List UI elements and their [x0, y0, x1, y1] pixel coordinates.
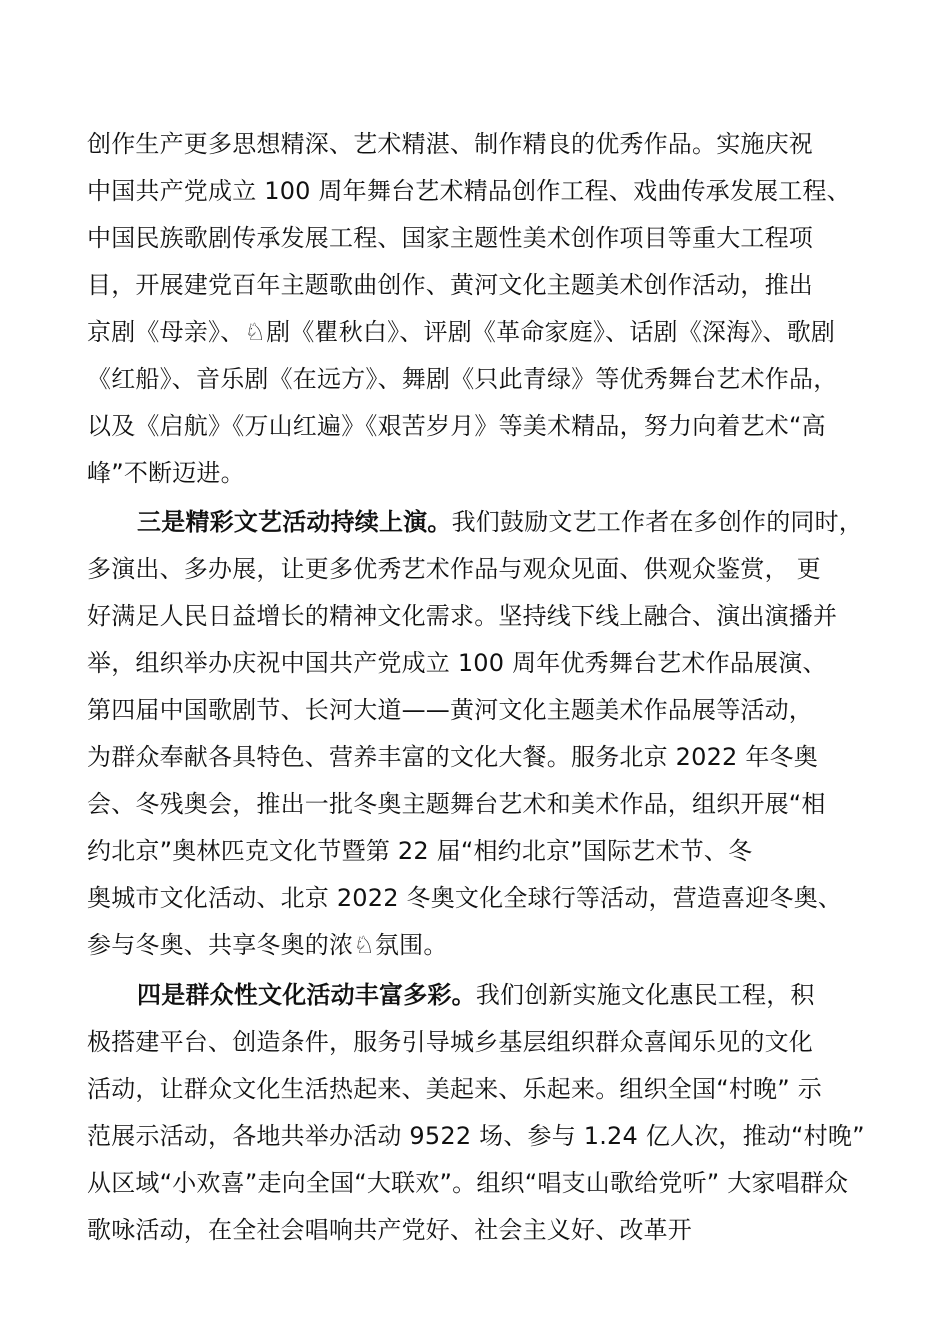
text-line: 参与冬奥、共享冬奥的浓♘氛围。 — [87, 931, 448, 959]
text-line: 《红船》、音乐剧《在远方》、舞剧《只此青绿》等优秀舞台艺术作品， — [87, 365, 838, 393]
text-line: 中国共产党成立 100 周年舞台艺术精品创作工程、戏曲传承发展工程、 — [87, 177, 851, 205]
text-line: 中国民族歌剧传承发展工程、国家主题性美术创作项目等重大工程项 — [87, 224, 813, 252]
text-line: 活动，让群众文化生活热起来、美起来、乐起来。组织全国“村晚” 示 — [87, 1075, 822, 1103]
text-line: 第四届中国歌剧节、长河大道——黄河文化主题美术作品展等活动， — [87, 696, 813, 724]
text-line: 以及《启航》《万山红遍》《艰苦岁月》等美术精品，努力向着艺术“高 — [87, 412, 826, 440]
text-line: 举，组织举办庆祝中国共产党成立 100 周年优秀舞台艺术作品展演、 — [87, 649, 827, 677]
paragraph-heading: 四是群众性文化活动丰富多彩。 — [137, 981, 476, 1009]
paragraph-heading: 三是精彩文艺活动持续上演。 — [137, 508, 452, 536]
text-line: 为群众奉献各具特色、营养丰富的文化大餐。服务北京 2022 年冬奥 — [87, 743, 818, 771]
text-line: 目，开展建党百年主题歌曲创作、黄河文化主题美术创作活动，推出 — [87, 271, 813, 299]
text-line — [137, 505, 863, 539]
text-span: 我们鼓励文艺工作者在多创作的同时， — [451, 508, 864, 536]
text-line: 从区域“小欢喜”走向全国“大联欢”。组织“唱支山歌给党听” 大家唱群众 — [87, 1169, 849, 1197]
text-line: 多演出、多办展，让更多优秀艺术作品与观众见面、供观众鉴赏， 更 — [87, 555, 821, 583]
text-line: 约北京”奥林匹克文化节暨第 22 届“相约北京”国际艺术节、冬 — [87, 837, 753, 865]
text-span: 我们创新实施文化惠民工程，积 — [475, 981, 815, 1009]
text-line: 好满足人民日益增长的精神文化需求。坚持线下线上融合、演出演播并 — [87, 602, 838, 630]
text-line: 奥城市文化活动、北京 2022 冬奥文化全球行等活动，营造喜迎冬奥、 — [87, 884, 843, 912]
text-line: 会、冬残奥会，推出一批冬奥主题舞台艺术和美术作品，组织开展“相 — [87, 790, 826, 818]
text-line — [137, 978, 815, 1012]
text-line: 歌咏活动，在全社会唱响共产党好、社会主义好、改革开 — [87, 1216, 692, 1244]
text-line: 创作生产更多思想精深、艺术精湛、制作精良的优秀作品。实施庆祝 — [87, 130, 813, 158]
text-line: 峰”不断迈进。 — [87, 459, 245, 487]
text-line: 范展示活动，各地共举办活动 9522 场、参与 1.24 亿人次，推动“村晚” — [87, 1122, 865, 1150]
text-line: 京剧《母亲》、♘剧《瞿秋白》、评剧《革命家庭》、话剧《深海》、歌剧 — [87, 318, 836, 346]
text-line: 极搭建平台、创造条件，服务引导城乡基层组织群众喜闻乐见的文化 — [87, 1028, 813, 1056]
